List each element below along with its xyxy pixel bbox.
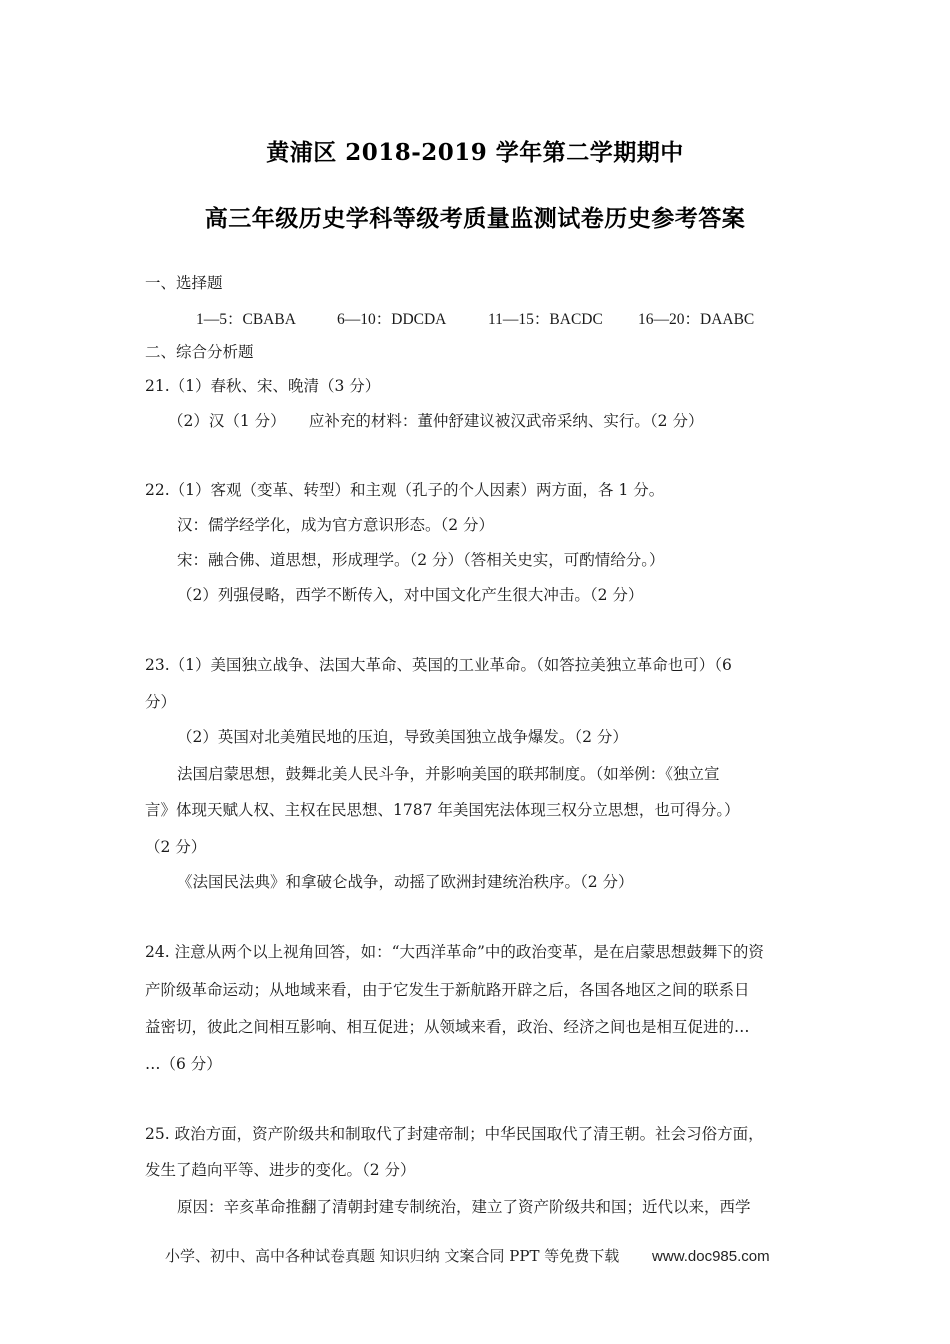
q23-line1: 23.（1）美国独立战争、法国大革命、英国的工业革命。（如答拉美独立革命也可）（6 xyxy=(145,656,732,674)
mc-answer-16-20: 16—20：DAABC xyxy=(638,311,755,328)
section1-heading: 一、选择题 xyxy=(145,274,223,292)
q24-line2: 产阶级革命运动；从地域来看，由于它发生于新航路开辟之后，各国各地区之间的联系日 xyxy=(145,981,750,999)
q23-line4: 法国启蒙思想，鼓舞北美人民斗争，并影响美国的联邦制度。（如举例：《独立宣 xyxy=(177,765,720,783)
mc-answer-11-15: 11—15：BACDC xyxy=(488,311,603,328)
q23-line5: 言》体现天赋人权、主权在民思想、1787 年美国宪法体现三权分立思想，也可得分。） xyxy=(145,801,740,819)
footer-text: 小学、初中、高中各种试卷真题 知识归纳 文案合同 PPT 等免费下载 xyxy=(165,1247,620,1265)
q23-line3: （2）英国对北美殖民地的压迫，导致美国独立战争爆发。（2 分） xyxy=(177,728,628,746)
q23-line7: 《法国民法典》和拿破仑战争，动摇了欧洲封建统治秩序。（2 分） xyxy=(177,873,634,891)
mc-answer-6-10: 6—10：DDCDA xyxy=(337,311,447,328)
q23-line6: （2 分） xyxy=(145,838,207,856)
q21-line2: （2）汉（1 分） 应补充的材料：董仲舒建议被汉武帝采纳、实行。（2 分） xyxy=(168,412,704,430)
footer-url[interactable]: www.doc985.com xyxy=(652,1248,770,1265)
q24-line4: …（6 分） xyxy=(145,1055,222,1073)
q24-line3: 益密切，彼此之间相互影响、相互促进；从领域来看，政治、经济之间也是相互促进的… xyxy=(145,1018,750,1036)
q21-line1: 21.（1）春秋、宋、晚清（3 分） xyxy=(145,377,381,395)
q25-line1: 25. 政治方面，资产阶级共和制取代了封建帝制；中华民国取代了清王朝。社会习俗方面， xyxy=(145,1125,764,1143)
q25-line3: 原因：辛亥革命推翻了清朝封建专制统治，建立了资产阶级共和国；近代以来，西学 xyxy=(177,1198,751,1216)
q23-line2: 分） xyxy=(145,693,177,711)
q22-line1: 22.（1）客观（变革、转型）和主观（孔子的个人因素）两方面，各 1 分。 xyxy=(145,481,665,499)
q22-line4: （2）列强侵略，西学不断传入，对中国文化产生很大冲击。（2 分） xyxy=(177,586,644,604)
section2-heading: 二、综合分析题 xyxy=(145,343,254,361)
mc-answer-1-5: 1—5：CBABA xyxy=(196,311,296,328)
q24-line1: 24. 注意从两个以上视角回答，如：“大西洋革命”中的政治变革，是在启蒙思想鼓舞下的资 xyxy=(145,943,764,961)
q22-line2: 汉：儒学经学化，成为官方意识形态。（2 分） xyxy=(177,516,495,534)
q25-line2: 发生了趋向平等、进步的变化。（2 分） xyxy=(145,1161,416,1179)
page-title-line2: 高三年级历史学科等级考质量监测试卷历史参考答案 xyxy=(204,205,746,232)
q22-line3: 宋：融合佛、道思想，形成理学。（2 分）（答相关史实，可酌情给分。） xyxy=(177,551,665,569)
page-footer xyxy=(165,1245,770,1266)
page-title-line1: 黄浦区 2018-2019 学年第二学期期中 xyxy=(266,139,684,166)
